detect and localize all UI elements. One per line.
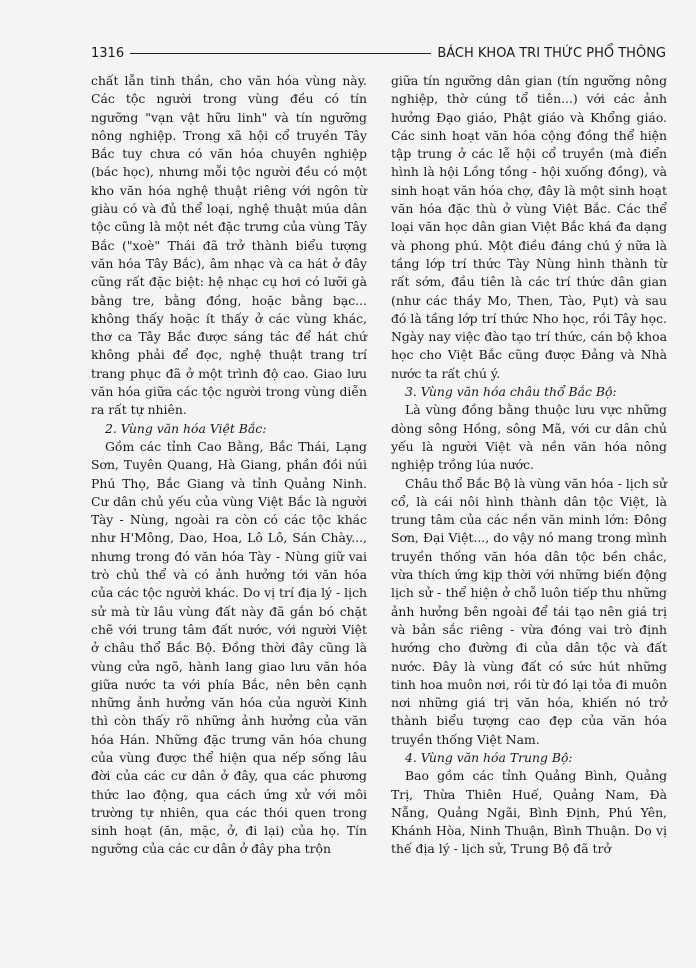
paragraph: giữa tín ngưỡng dân gian (tín ngưỡng nông nghiệp, thờ cúng tổ tiên...) với các ảnh hưởng Đạo giáo, Phật giáo và Khổng giáo. Các sinh hoạt văn hóa cộng đồng thể hiện tập trung ở các lễ hội cổ truyền (mà điển hình là hội Lồng tồng - hội xuống đồng), và sinh hoạt văn hóa chợ, đây là một sinh hoạt văn hóa đặc thù ở vùng Việt Bắc. Các thể loại văn học dân gian Việt Bắc khá đa dạng và phong phú. Một điều đáng chú ý nữa là tầng lớp trí thức Tày Nùng hình thành từ rất sớm, đầu tiên là các trí thức dân gian (như các thầy Mo, Then, Tào, Pụt) và sau đó là tầng lớp trí thức Nho học, rồi Tây học. Ngày nay việc đào tạo trí thức, cán bộ khoa học cho Việt Bắc cũng được Đảng và Nhà nước ta rất chú ý. [391, 73, 667, 381]
paragraph: Châu thổ Bắc Bộ là vùng văn hóa - lịch sử cổ, là cái nôi hình thành dân tộc Việt, là trung tâm của các nền văn minh lớn: Đông Sơn, Đại Việt..., do vậy nó mang trong mình truyền thống văn hóa dân tộc bền chắc, vừa thích ứng kịp thời với những biến động lịch sử - thể hiện ở chỗ luôn tiếp thu những ảnh hưởng bên ngoài để tái tạo nên giá trị và bản sắc riêng - vừa đóng vai trò định hướng cho đường đi của dân tộc và đất nước. Đây là vùng đất có sức hút những tinh hoa muôn nơi, rồi từ đó lại tỏa đi muôn nơi những giá trị văn hóa, khiến nó trở thành biểu tượng cao đẹp của văn hóa truyền thống Việt Nam. [391, 475, 667, 747]
page-header [91, 42, 666, 64]
page-number: 1316 [91, 45, 125, 61]
right-column [391, 72, 667, 859]
left-column [91, 72, 367, 859]
section-heading: 4. Vùng văn hóa Trung Bộ: [405, 749, 573, 765]
paragraph: Là vùng đồng bằng thuộc lưu vực những dòng sông Hồng, sông Mã, với cư dân chủ yếu là người Việt và nền văn hóa nông nghiệp trồng lúa nước. [391, 402, 667, 473]
running-title: BÁCH KHOA TRI THỨC PHỔ THÔNG [437, 45, 666, 61]
paragraph: Bao gồm các tỉnh Quảng Bình, Quảng Trị, Thừa Thiên Huế, Quảng Nam, Đà Nẵng, Quảng Ngãi, Bình Định, Phú Yên, Khánh Hòa, Ninh Thuận, Bình Thuận. Do vị thế địa lý - lịch sử, Trung Bộ đã trở [391, 768, 667, 857]
section-heading: 3. Vùng văn hóa châu thổ Bắc Bộ: [405, 384, 617, 400]
paragraph: Gồm các tỉnh Cao Bằng, Bắc Thái, Lạng Sơn, Tuyên Quang, Hà Giang, phần đồi núi Phú Thọ, Bắc Giang và tỉnh Quảng Ninh. Cư dân chủ yếu của vùng Việt Bắc là người Tày - Nùng, ngoài ra còn có các tộc khác như H'Mông, Dao, Hoa, Lô Lô, Sán Chày..., nhưng trong đó văn hóa Tày - Nùng giữ vai trò chủ thể và có ảnh hưởng tới văn hóa của các tộc người khác. Do vị trí địa lý - lịch sử mà từ lâu vùng đất này đã gắn bó chặt chẽ với trung tâm đất nước, với người Việt ở châu thổ Bắc Bộ. Đồng thời đây cũng là vùng cửa ngõ, hành lang giao lưu văn hóa giữa nước ta với phía Bắc, nên bên cạnh những ảnh hưởng văn hóa của người Kinh thì còn thấy rõ những ảnh hưởng của văn hóa Hán. Những đặc trưng văn hóa chung của vùng được thể hiện qua nếp sống lâu đời của các cư dân ở đây, qua các phương thức lao động, qua cách ứng xử với môi trường tự nhiên, qua các thói quen trong sinh hoạt (ăn, mặc, ở, đi lại) của họ. Tín ngưỡng của các cư dân ở đây pha trộn [91, 438, 367, 857]
paragraph: chất lẫn tinh thần, cho văn hóa vùng này. Các tộc người trong vùng đều có tín ngưỡng "vạn vật hữu linh" và tín ngưỡng nông nghiệp. Trong xã hội cổ truyền Tây Bắc tuy chưa có văn hóa chuyên nghiệp (bác học), nhưng mỗi tộc người đều có một kho văn hóa nghệ thuật riêng với ngôn từ giàu có và đủ thể loại, nghệ thuật múa dân tộc cũng là một nét đặc trưng của vùng Tây Bắc ("xoè" Thái đã trở thành biểu tượng văn hóa Tây Bắc), âm nhạc và ca hát ở đây cũng rất đặc biệt: hệ nhạc cụ hơi có lưỡi gà bằng tre, bằng đồng, hoặc bằng bạc... không thấy hoặc ít thấy ở các vùng khác, thơ ca Tây Bắc được sáng tác để hát chứ không phải để đọc, nghệ thuật trang trí trang phục đã ở một trình độ cao. Giao lưu văn hóa giữa các tộc người trong vùng diễn ra rất tự nhiên. [91, 73, 367, 418]
header-rule [130, 53, 431, 54]
section-heading: 2. Vùng văn hóa Việt Bắc: [105, 420, 267, 436]
